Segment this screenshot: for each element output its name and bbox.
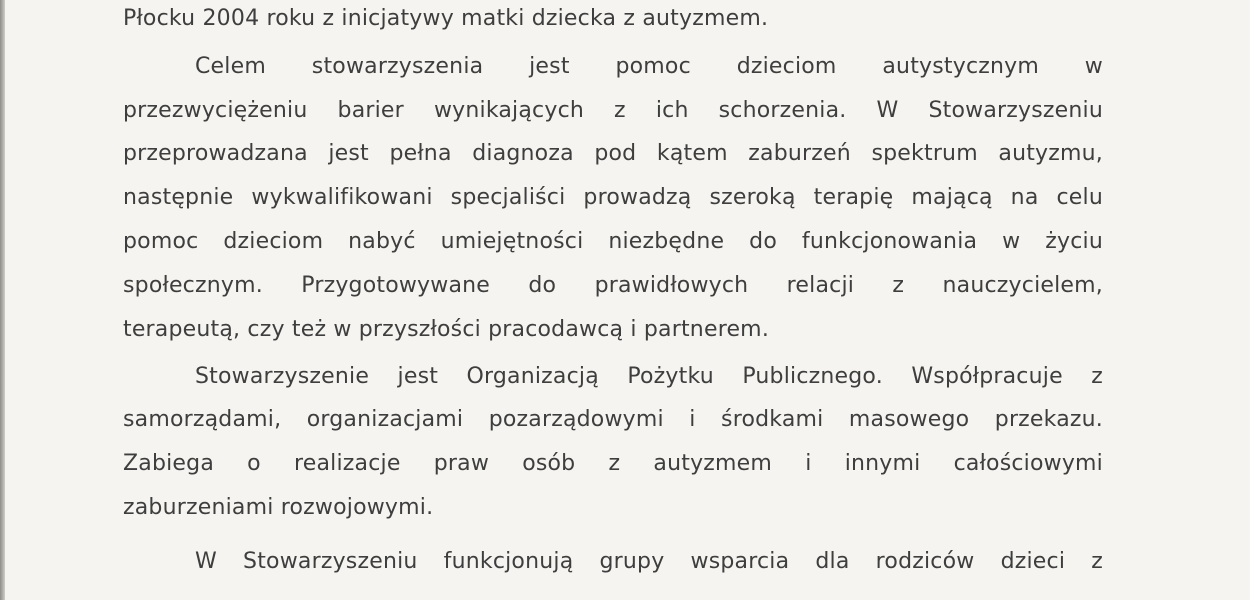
- text-line: Stowarzyszenie jest Organizacją Pożytku Publicznego. Współpracuje z: [195, 364, 1103, 389]
- text-line: społecznym. Przygotowywane do prawidłowych relacji z nauczycielem,: [123, 273, 1103, 298]
- text-line: terapeutą, czy też w przyszłości pracodawcą i partnerem.: [123, 317, 770, 342]
- text-line: zaburzeniami rozwojowymi.: [123, 495, 434, 520]
- text-line: samorządami, organizacjami pozarządowymi i środkami masowego przekazu.: [123, 407, 1103, 432]
- text-line: przeprowadzana jest pełna diagnoza pod kątem zaburzeń spektrum autyzmu,: [123, 141, 1103, 166]
- text-line: przezwyciężeniu barier wynikających z ich schorzenia. W Stowarzyszeniu: [123, 98, 1103, 123]
- text-line: W Stowarzyszeniu funkcjonują grupy wsparcia dla rodziców dzieci z: [195, 549, 1103, 574]
- text-line: następnie wykwalifikowani specjaliści prowadzą szeroką terapię mającą na celu: [123, 185, 1103, 210]
- page-edge-shadow: [0, 0, 5, 600]
- text-line: Zabiega o realizacje praw osób z autyzmem i innymi całościowymi: [123, 451, 1103, 476]
- text-line: Celem stowarzyszenia jest pomoc dzieciom autystycznym w: [195, 54, 1103, 79]
- text-line: pomoc dzieciom nabyć umiejętności niezbędne do funkcjonowania w życiu: [123, 229, 1103, 254]
- text-line: Płocku 2004 roku z inicjatywy matki dziecka z autyzmem.: [123, 6, 769, 31]
